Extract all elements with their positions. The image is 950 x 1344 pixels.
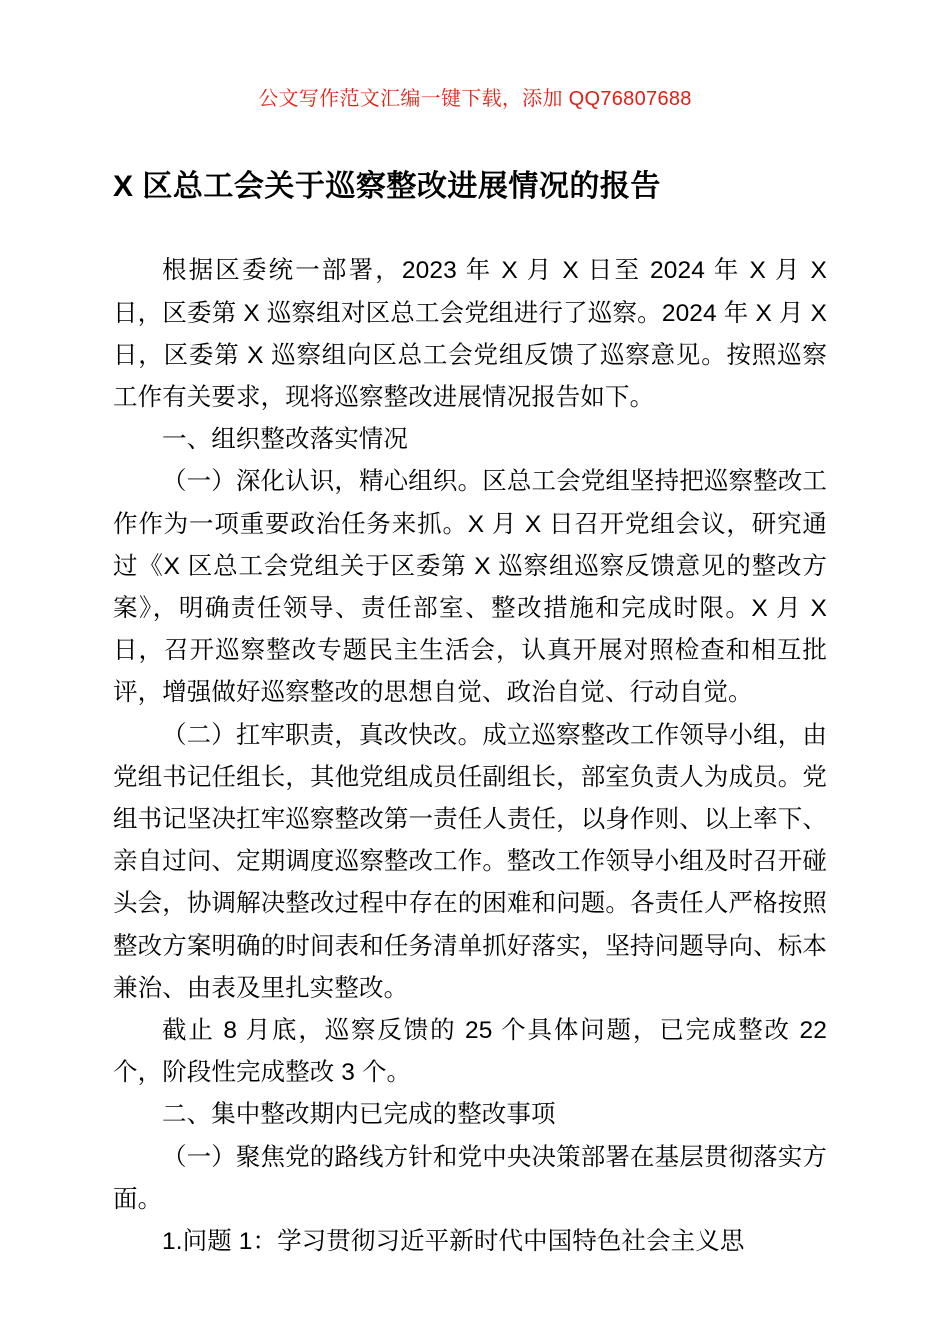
paragraph-3: （二）扛牢职责，真改快改。成立巡察整改工作领导小组，由党组书记任组长，其他党组成员任副组长，部室负责人为成员。党组书记坚决扛牢巡察整改第一责任人责任，以身作则、以上率下、亲自过问、定期调度巡察整改工作。整改工作领导小组及时召开碰头会，协调解决整改过程中存在的困难和问题。各责任人严格按照整改方案明确的时间表和任务清单抓好落实，坚持问题导向、标本兼治、由表及里扎实整改。 [113,721,827,1002]
section-heading-2: 二、集中整改期内已完成的整改事项 [162,1101,556,1129]
document-body [113,168,827,1263]
paragraph-2: （一）深化认识，精心组织。区总工会党组坚持把巡察整改工作作为一项重要政治任务来抓。X 月 X 日召开党组会议，研究通过《X 区总工会党组关于区委第 X 巡察组巡察反馈意见的整改方案》，明确责任领导、责任部室、整改措施和完成时限。X 月 X 日，召开巡察整改专题民主生活会，认真开展对照检查和相互批评，增强做好巡察整改的思想自觉、政治自觉、行动自觉。 [113,468,827,707]
page-title: X 区总工会关于巡察整改进展情况的报告 [113,170,661,203]
document-paragraphs [113,250,827,1263]
paragraph-1: 根据区委统一部署，2023 年 X 月 X 日至 2024 年 X 月 X 日，区委第 X 巡察组对区总工会党组进行了巡察。2024 年 X 月 X 日，区委第 X 巡察组向区总工会党组反馈了巡察意见。按照巡察工作有关要求，现将巡察整改进展情况报告如下。 [113,257,827,411]
section-heading-1: 一、组织整改落实情况 [162,426,408,454]
promo-header-text: 公文写作范文汇编一键下载，添加 QQ76807688 [258,88,692,110]
paragraph-5: 1.问题 1：学习贯彻习近平新时代中国特色社会主义思 [162,1228,745,1256]
subsection-heading-1: （一）聚焦党的路线方针和党中央决策部署在基层贯彻落实方面。 [113,1143,827,1213]
paragraph-4: 截止 8 月底，巡察反馈的 25 个具体问题，已完成整改 22 个，阶段性完成整改 3 个。 [113,1017,827,1087]
